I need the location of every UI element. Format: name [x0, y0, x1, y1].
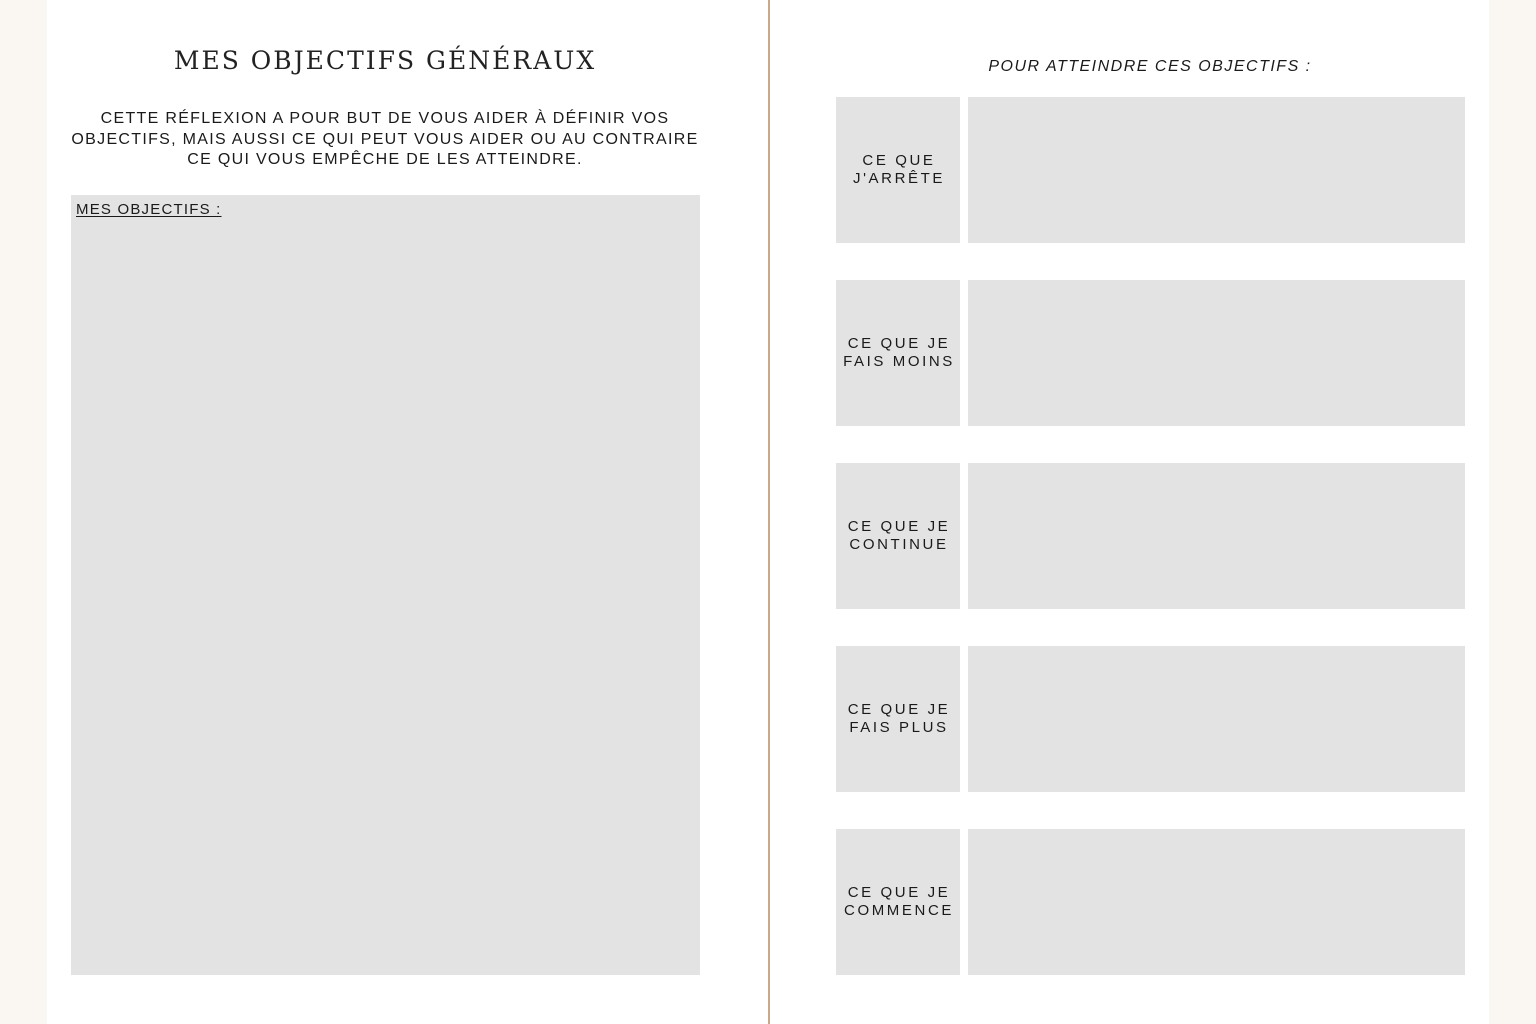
row-label-line2: COMMENCE: [844, 902, 954, 919]
row-label: [836, 97, 960, 243]
do-less-notes-field[interactable]: [968, 280, 1465, 426]
action-row-do-more: [836, 646, 1465, 792]
page-spine-divider: [768, 0, 770, 1024]
start-notes-field[interactable]: [968, 829, 1465, 975]
objectives-label: MES OBJECTIFS :: [76, 201, 222, 218]
row-label: [836, 646, 960, 792]
row-label-line2: FAIS PLUS: [849, 719, 949, 736]
row-label-line1: CE QUE JE: [847, 701, 951, 718]
continue-notes-field[interactable]: [968, 463, 1465, 609]
row-label: [836, 463, 960, 609]
stop-notes-field[interactable]: [968, 97, 1465, 243]
row-label-line1: CE QUE JE: [847, 518, 951, 535]
row-label: [836, 829, 960, 975]
action-row-do-less: [836, 280, 1465, 426]
right-page-header: POUR ATTEINDRE CES OBJECTIFS :: [988, 58, 1312, 75]
row-label-line1: CE QUE JE: [847, 884, 951, 901]
action-row-start: [836, 829, 1465, 975]
row-label-line2: J'ARRÊTE: [852, 170, 945, 187]
page-title: MES OBJECTIFS GÉNÉRAUX: [173, 46, 597, 75]
action-row-stop: [836, 97, 1465, 243]
row-label-line2: CONTINUE: [849, 536, 949, 553]
do-more-notes-field[interactable]: [968, 646, 1465, 792]
row-label-line1: CE QUE JE: [847, 335, 951, 352]
intro-text: CETTE RÉFLEXION A POUR BUT DE VOUS AIDER À DÉFINIR VOS OBJECTIFS, MAIS AUSSI CE QUI PEUT VOUS AIDER OU AU CONTRAIRE CE QUI VOUS EMPÊCHE DE LES ATTEINDRE.: [71, 110, 699, 168]
action-row-continue: [836, 463, 1465, 609]
row-label-line2: FAIS MOINS: [843, 353, 955, 370]
objectives-field[interactable]: [71, 195, 700, 975]
row-label: [836, 280, 960, 426]
row-label-line1: CE QUE: [862, 152, 936, 169]
